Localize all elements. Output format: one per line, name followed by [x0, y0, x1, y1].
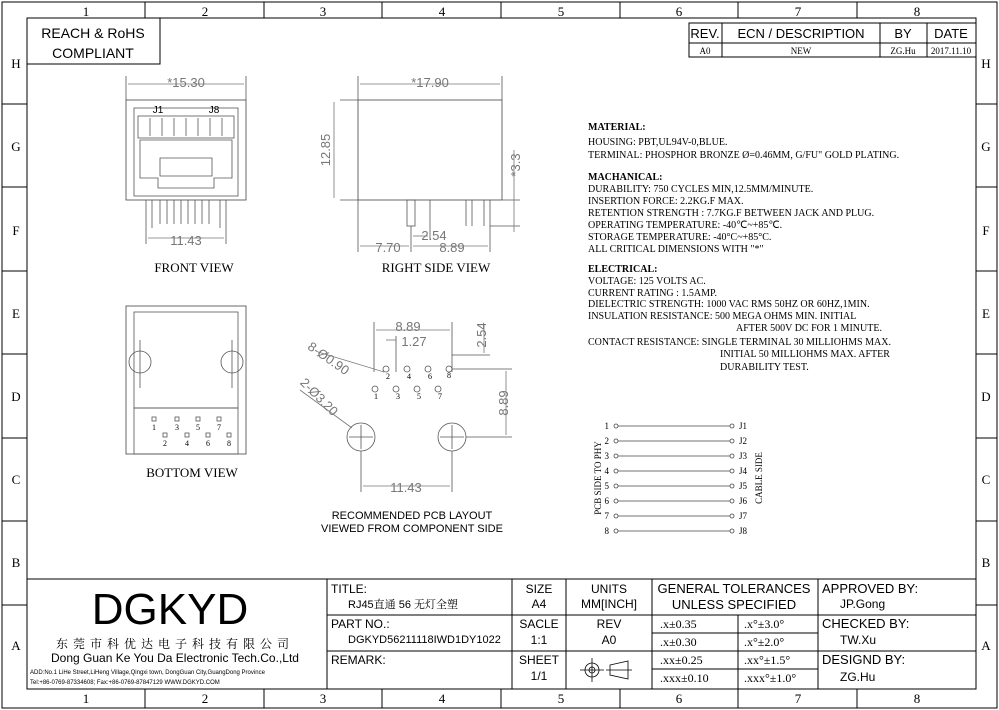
col-label-bottom: 2	[201, 691, 209, 706]
row-label-right: C	[981, 472, 991, 487]
tolerance-linear: .x±0.35	[660, 617, 697, 631]
col-label-top: 3	[319, 4, 327, 19]
row-label-right: H	[981, 56, 991, 71]
approved-value: JP.Gong	[840, 597, 886, 611]
schematic-right-caption: CABLE SIDE	[754, 452, 764, 504]
rev-label: REV	[596, 617, 622, 631]
size-value: A4	[531, 597, 547, 611]
row-label-left: H	[11, 56, 21, 71]
schematic-left-num: 4	[604, 466, 609, 476]
by-header: BY	[894, 26, 912, 41]
row-label-left: B	[11, 555, 21, 570]
col-label-bottom: 8	[913, 691, 921, 706]
schematic-left-num: 3	[604, 451, 609, 461]
rev-header: REV.	[690, 26, 720, 41]
mechanical-line: STORAGE TEMPERATURE: -40°C~+85°C.	[588, 232, 772, 243]
col-label-bottom: 5	[557, 691, 565, 706]
side-dim-b: 2.54	[421, 228, 447, 243]
pcb-label-line2: VIEWED FROM COMPONENT SIDE	[321, 523, 503, 535]
bottom-pin-label: 2	[163, 439, 167, 448]
company-name-en: Dong Guan Ke You Da Electronic Tech.Co.,Ltd	[51, 651, 299, 665]
approved-label: APPROVED BY:	[822, 581, 919, 596]
schematic-right-label: J2	[739, 436, 748, 446]
projection-symbol-icon	[580, 658, 632, 682]
mechanical-title: MACHANICAL:	[588, 172, 663, 183]
electrical-line: AFTER 500V DC FOR 1 MINUTE.	[736, 323, 882, 334]
scale-label: SACLE	[519, 617, 559, 631]
electrical-line: VOLTAGE: 125 VOLTS AC.	[588, 276, 706, 287]
col-label-bottom: 6	[675, 691, 683, 706]
mechanical-line: DURABILITY: 750 CYCLES MIN,12.5MM/MINUTE.	[588, 184, 814, 195]
row-label-left: E	[12, 306, 20, 321]
electrical-line: INSULATION RESISTANCE: 500 MEGA OHMS MIN. INITIAL	[588, 311, 857, 322]
row-label-right: D	[981, 389, 991, 404]
pcb-pin-label: 3	[396, 392, 400, 401]
sheet-value: 1/1	[530, 669, 548, 683]
company-contact: Tel:+86-0769-87334608; Fax:+86-0769-87847129 WWW.DGKYD.COM	[30, 680, 220, 686]
col-label-bottom: 3	[319, 691, 327, 706]
rev-value: A0	[699, 46, 711, 56]
tolerance-title1: GENERAL TOLERANCES	[657, 581, 811, 596]
pcb-pin-label: 4	[407, 372, 411, 381]
col-label-top: 8	[913, 4, 921, 19]
tolerance-angular: .x°±2.0°	[744, 635, 785, 649]
col-label-bottom: 4	[438, 691, 446, 706]
title-label: TITLE:	[331, 582, 368, 596]
compliance-line1: REACH & RoHS	[41, 25, 145, 41]
material-line: HOUSING: PBT,UL94V-0,BLUE.	[588, 137, 728, 148]
side-width-dim: *17.90	[411, 75, 449, 90]
row-label-right: B	[981, 555, 991, 570]
front-foot-dim: 11.43	[170, 233, 202, 248]
tolerance-angular: .xx°±1.5°	[744, 653, 791, 667]
tolerance-linear: .xx±0.25	[660, 653, 703, 667]
pcb-dim-hole: 8-Ø0.90	[305, 338, 353, 378]
right-side-view	[318, 75, 523, 275]
bottom-pin-label: 7	[217, 423, 221, 432]
checked-label: CHECKED BY:	[822, 616, 910, 631]
material-title: MATERIAL:	[588, 122, 646, 133]
units-value: MM[INCH]	[581, 597, 637, 611]
schematic-right-label: J7	[739, 511, 748, 521]
pcb-dim-width: 8.89	[395, 319, 421, 334]
front-view	[126, 75, 246, 275]
side-dim-c: 8.89	[439, 240, 465, 255]
specifications	[588, 122, 899, 373]
side-dim-a: 7.70	[375, 240, 401, 255]
side-pin-len-dim: *3.3	[508, 153, 523, 177]
checked-value: TW.Xu	[840, 633, 877, 647]
company-logo: DGKYD	[91, 585, 249, 634]
title-block	[27, 579, 976, 689]
ecn-header: ECN / DESCRIPTION	[737, 26, 865, 41]
date-header: DATE	[934, 26, 968, 41]
schematic-right-label: J4	[739, 466, 748, 476]
company-name-cn: 东莞市科优达电子科技有限公司	[55, 637, 295, 651]
col-label-top: 6	[675, 4, 683, 19]
row-label-right: F	[982, 223, 990, 238]
pcb-dim-vert: 8.89	[496, 390, 511, 416]
schematic-left-num: 6	[604, 496, 609, 506]
row-label-right: G	[981, 139, 991, 154]
bottom-pin-label: 5	[196, 423, 200, 432]
designed-value: ZG.Hu	[840, 670, 876, 684]
electrical-line: DURABILITY TEST.	[720, 362, 809, 373]
mechanical-line: INSERTION FORCE: 2.2KG.F MAX.	[588, 196, 744, 207]
pcb-pin-label: 5	[417, 392, 421, 401]
pcb-dim-row: 2.54	[474, 322, 489, 348]
designed-label: DESIGND BY:	[822, 652, 906, 667]
material-line: TERMINAL: PHOSPHOR BRONZE Ø=0.46MM, G/FU" GOLD PLATING.	[588, 150, 900, 161]
schematic-left-num: 1	[604, 421, 609, 431]
electrical-title: ELECTRICAL:	[588, 264, 658, 275]
compliance-line2: COMPLIANT	[52, 45, 134, 61]
row-label-left: D	[11, 389, 21, 404]
bottom-pin-label: 3	[175, 423, 179, 432]
electrical-line: DIELECTRIC STRENGTH: 1000 VAC RMS 50HZ OR 60HZ,1MIN.	[588, 299, 870, 310]
pcb-dim-post: 2-Ø3.20	[297, 374, 342, 419]
pcb-pin-label: 2	[386, 372, 390, 381]
pin-schematic	[593, 421, 764, 536]
schematic-left-num: 7	[604, 511, 609, 521]
tolerance-linear: .xxx±0.10	[660, 671, 709, 685]
bottom-pin-label: 4	[185, 439, 189, 448]
row-label-right: A	[981, 638, 991, 653]
side-view-label: RIGHT SIDE VIEW	[381, 260, 491, 275]
bottom-pin-label: 1	[152, 423, 156, 432]
pcb-layout	[297, 319, 512, 535]
col-label-top: 5	[557, 4, 565, 19]
revision-table	[689, 23, 976, 57]
tolerance-angular: .x°±3.0°	[744, 617, 785, 631]
pcb-pin-label: 8	[447, 371, 451, 380]
rev-value: A0	[601, 633, 617, 647]
pcb-dim-pitch: 1.27	[401, 334, 427, 349]
pcb-pin-label: 1	[374, 392, 378, 401]
row-label-left: A	[11, 638, 21, 653]
side-height-dim: 12.85	[318, 133, 333, 167]
schematic-left-num: 2	[604, 436, 609, 446]
schematic-left-num: 5	[604, 481, 609, 491]
scale-value: 1:1	[530, 633, 548, 647]
part-no-label: PART NO.:	[331, 617, 390, 631]
col-label-top: 4	[438, 4, 446, 19]
schematic-right-label: J3	[739, 451, 748, 461]
bottom-pin-label: 6	[206, 439, 210, 448]
units-label: UNITS	[591, 582, 627, 596]
col-label-top: 2	[201, 4, 209, 19]
date-value: 2017.11.10	[930, 46, 972, 56]
front-view-label: FRONT VIEW	[154, 260, 234, 275]
pcb-pin-label: 6	[428, 372, 432, 381]
col-label-bottom: 1	[82, 691, 90, 706]
row-label-left: F	[12, 223, 20, 238]
sheet-label: SHEET	[518, 653, 560, 667]
company-address: ADD:No.1 LiHe Street,LiHeng Village,Qingxi town, DongGuan City,GuangDong Province	[30, 670, 265, 676]
front-pin-right-label: J8	[208, 105, 220, 116]
mechanical-line: OPERATING TEMPERATURE: -40℃~+85℃.	[588, 220, 783, 231]
remark-label: REMARK:	[331, 653, 386, 667]
bottom-view-label: BOTTOM VIEW	[146, 465, 238, 480]
ecn-value: NEW	[790, 46, 812, 56]
title-value: RJ45直通 56 无灯全塑	[348, 599, 459, 611]
col-label-top: 7	[794, 4, 802, 19]
schematic-left-caption: PCB SIDE TO PHY	[593, 441, 603, 515]
pcb-dim-bottom: 11.43	[390, 480, 422, 495]
electrical-line: INITIAL 50 MILLIOHMS MAX. AFTER	[720, 349, 890, 360]
schematic-left-num: 8	[604, 526, 609, 536]
col-label-top: 1	[82, 4, 90, 19]
pcb-label-line1: RECOMMENDED PCB LAYOUT	[331, 510, 493, 522]
front-width-dim: *15.30	[167, 75, 205, 90]
schematic-right-label: J8	[739, 526, 748, 536]
schematic-right-label: J6	[739, 496, 748, 506]
schematic-right-label: J1	[739, 421, 748, 431]
part-no-value: DGKYD56211118IWD1DY1022	[348, 634, 501, 646]
front-pin-left-label: J1	[152, 105, 164, 116]
row-label-left: C	[11, 472, 21, 487]
row-label-left: G	[11, 139, 21, 154]
electrical-line: CONTACT RESISTANCE: SINGLE TERMINAL 30 MILLIOHMS MAX.	[588, 337, 891, 348]
electrical-line: CURRENT RATING : 1.5AMP.	[588, 288, 717, 299]
by-value: ZG.Hu	[890, 46, 916, 56]
size-label: SIZE	[525, 582, 553, 596]
tolerance-linear: .x±0.30	[660, 635, 697, 649]
row-label-right: E	[982, 306, 990, 321]
bottom-view	[126, 306, 246, 480]
mechanical-line: RETENTION STRENGTH : 7.7KG.F BETWEEN JACK AND PLUG.	[588, 208, 875, 219]
tolerance-title2: UNLESS SPECIFIED	[671, 597, 797, 612]
tolerance-angular: .xxx°±1.0°	[744, 671, 797, 685]
bottom-pin-label: 8	[227, 439, 231, 448]
mechanical-line: ALL CRITICAL DIMENSIONS WITH "*"	[588, 244, 764, 255]
col-label-bottom: 7	[794, 691, 802, 706]
pcb-pin-label: 7	[438, 392, 442, 401]
schematic-right-label: J5	[739, 481, 748, 491]
compliance-box	[27, 18, 160, 64]
